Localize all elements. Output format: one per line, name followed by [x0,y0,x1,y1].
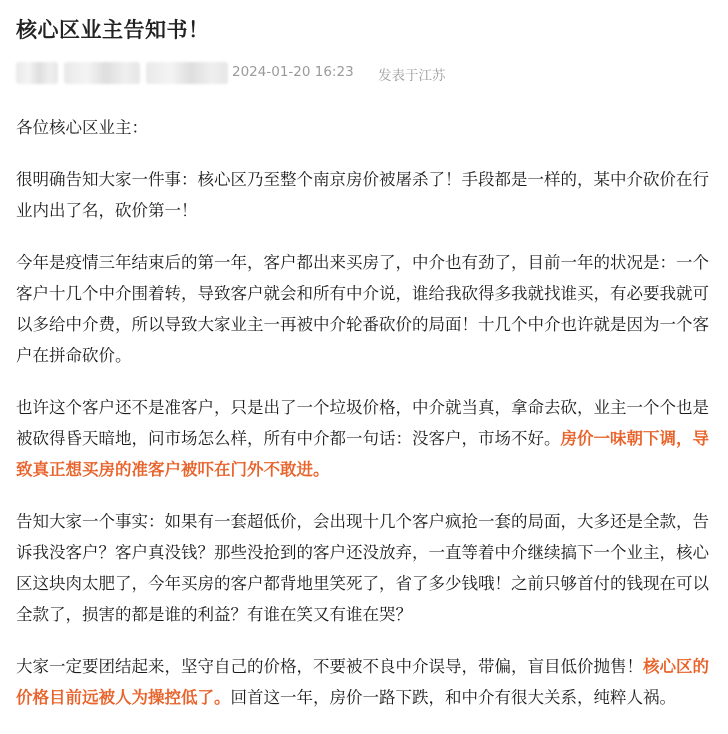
paragraph-4: 告知大家一个事实：如果有一套超低价，会出现十几个客户疯抢一套的局面，大多还是全款，告诉我没客户？客户真没钱？那些没抢到的客户还没放弃，一直等着中介继续搞下一个业主，核心区这块肉太肥了，今年买房的客户都背地里笑死了，省了多少钱哦！之前只够首付的钱现在可以全款了，损害的都是谁的利益？有谁在笑又有谁在哭？ [16,512,709,624]
paragraph-5 [16,651,710,713]
article-title: 核心区业主告知书！ [16,18,210,42]
paragraph-2: 今年是疫情三年结束后的第一年，客户都出来买房了，中介也有劲了，目前一年的状况是：一个客户十几个中介围着转，导致客户就会和所有中介说，谁给我砍得多我就找谁买，有必要我就可以多给中介费，所以导致大家业主一再被中介轮番砍价的局面！十几个中介也许就是因为一个客户在拼命砍价。 [16,253,709,365]
paragraph-3 [16,392,710,485]
paragraph-3-highlight: 房价一味朝下调，导致真正想买房的准客户被吓在门外不敢进。 [16,429,709,479]
paragraph-5-text-a: 大家一定要团结起来，坚守自己的价格，不要被不良中介误导，带偏，盲目低价抛售！ [16,657,643,676]
paragraph-1: 很明确告知大家一件事：核心区乃至整个南京房价被屠杀了！手段都是一样的，某中介砍价在行业内出了名，砍价第一！ [16,170,709,220]
article-body [16,112,710,734]
blurred-author-info [146,62,228,84]
post-location: 发表于江苏 [378,68,446,84]
blurred-author-avatar [16,62,58,84]
paragraph-5-highlight: 核心区的价格目前远被人为操控低了。 [16,657,709,707]
paragraph-3-text: 也许这个客户还不是准客户，只是出了一个垃圾价格，中介就当真，拿命去砍，业主一个个也是被砍得昏天暗地，问市场怎么样，所有中介都一句话：没客户，市场不好。 [16,398,709,448]
article-meta [16,62,716,86]
post-datetime: 2024-01-20 16:23 [232,64,354,80]
paragraph-greeting: 各位核心区业主： [16,118,148,137]
blurred-author-name [64,62,140,84]
paragraph-5-text-b: 回首这一年，房价一路下跌，和中介有很大关系，纯粹人祸。 [230,688,676,707]
